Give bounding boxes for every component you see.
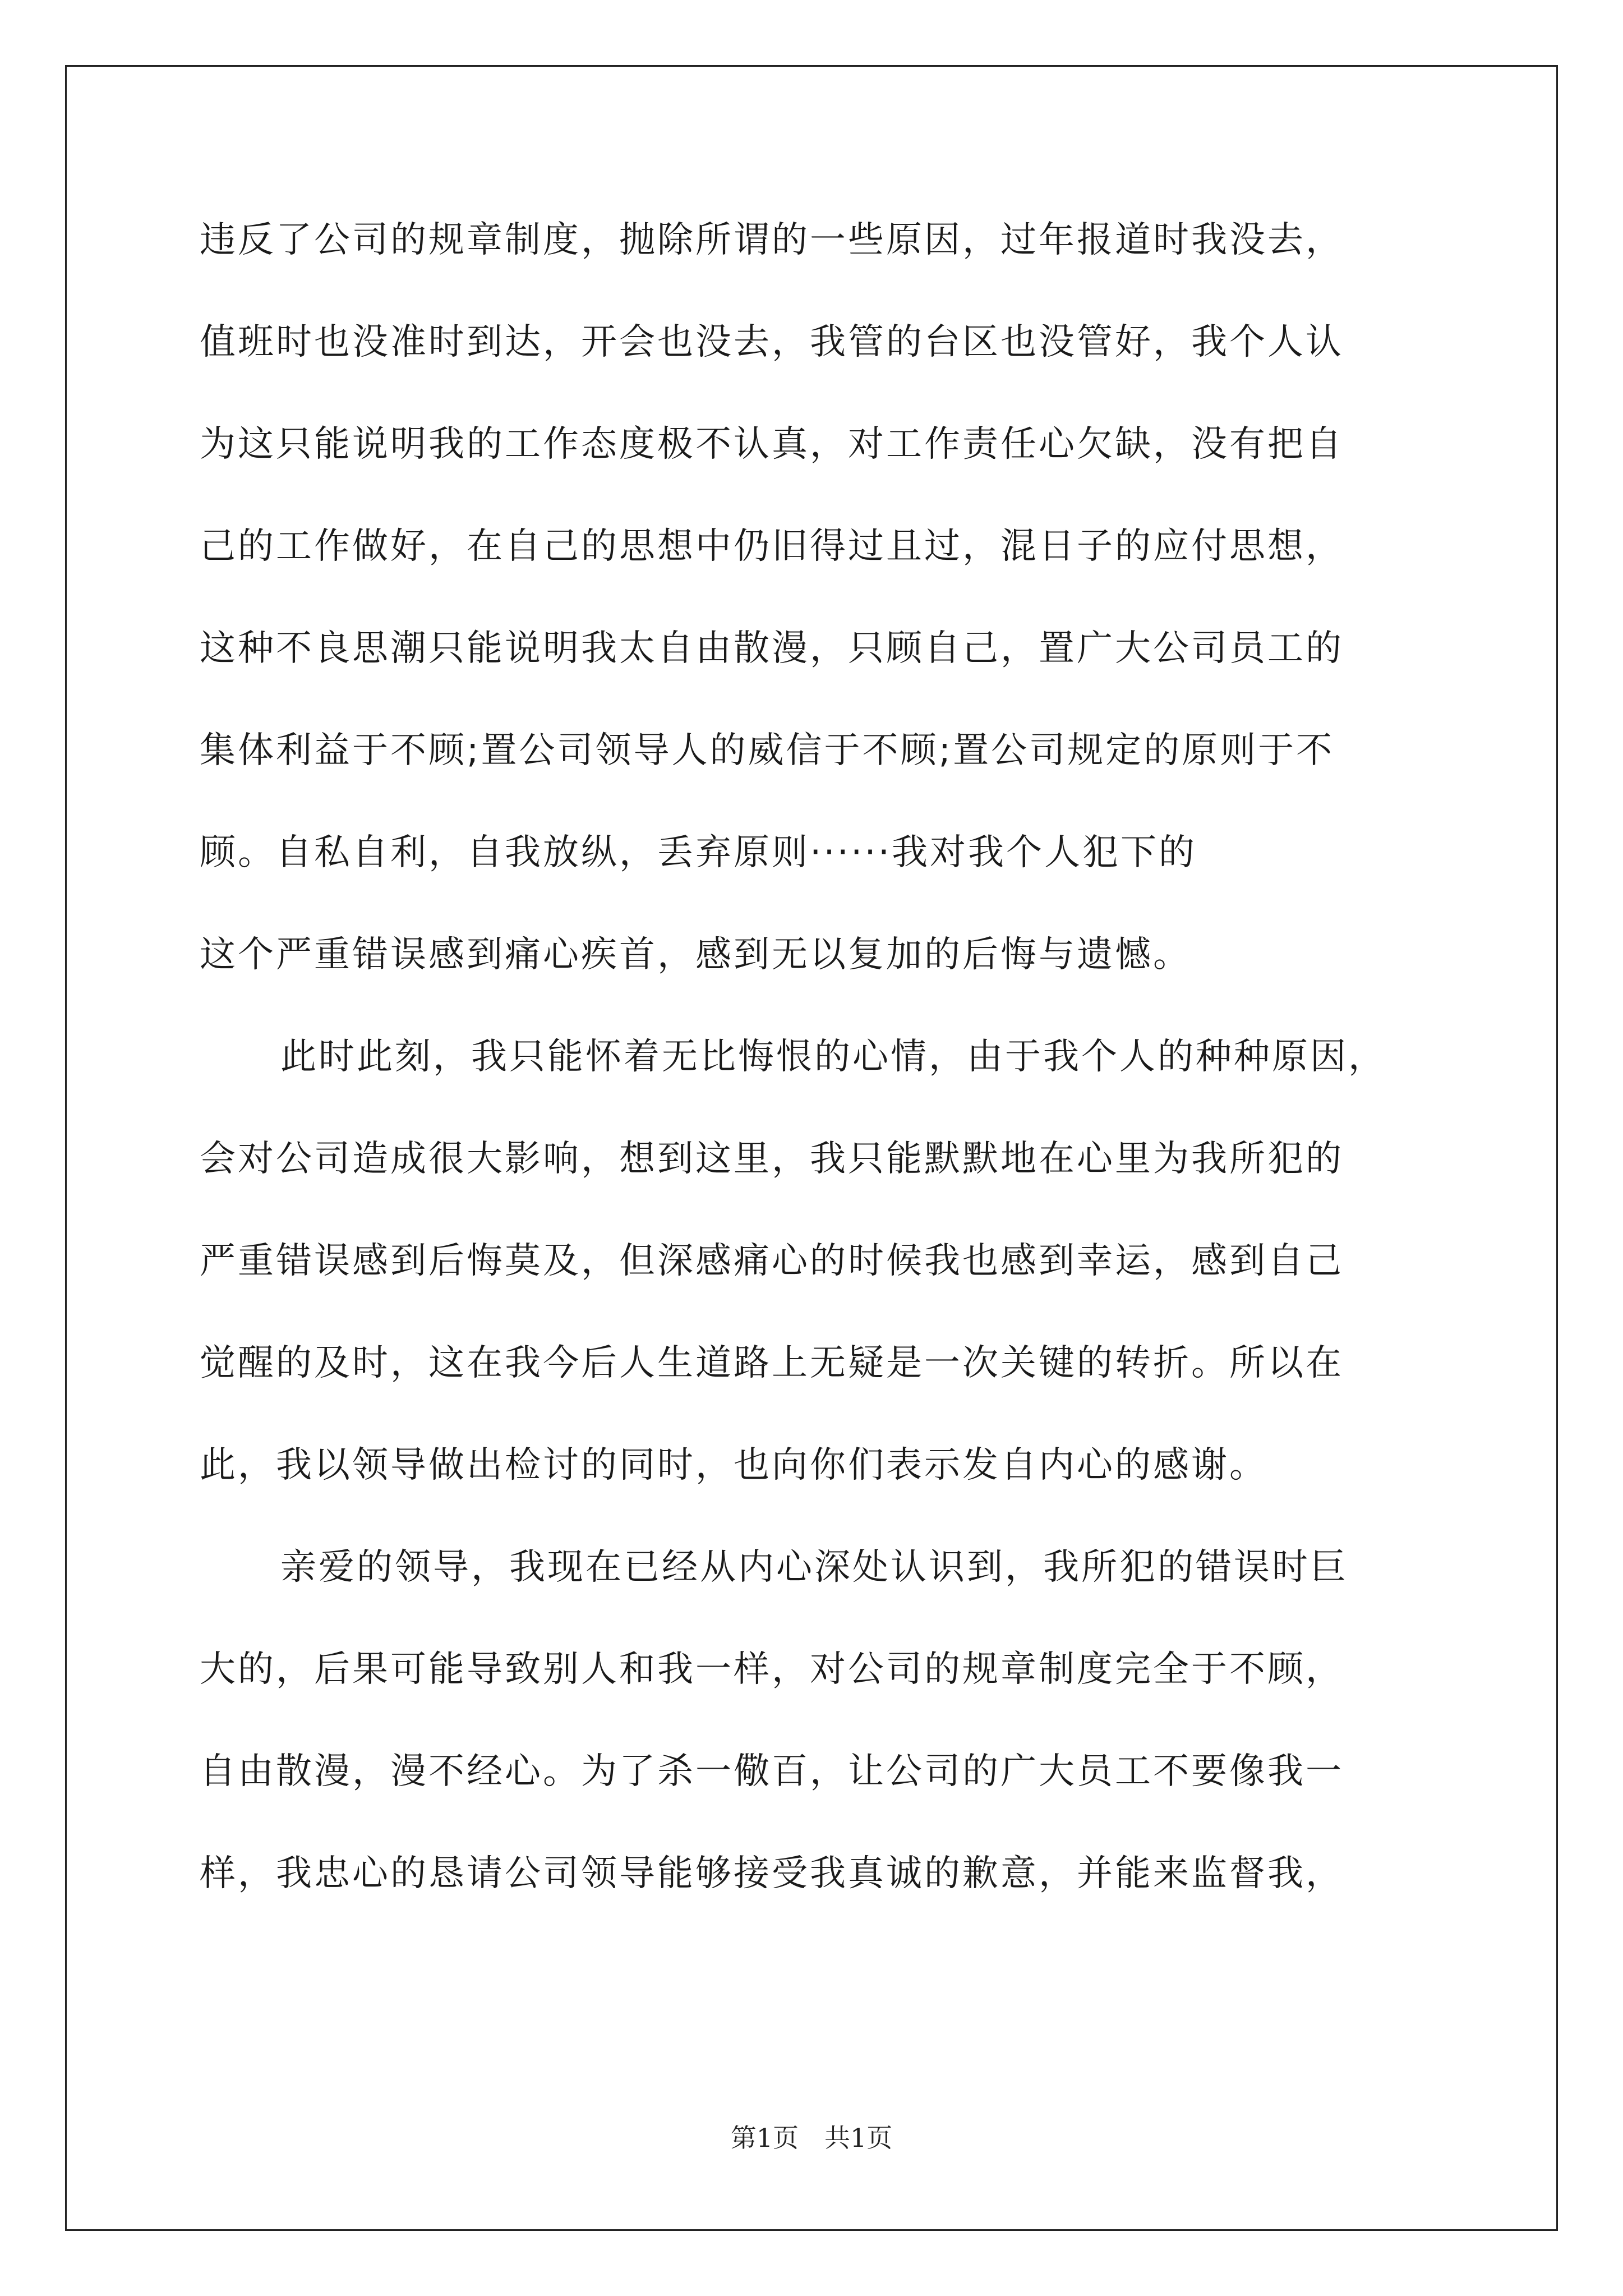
text-line: 严重错误感到后悔莫及，但深感痛心的时候我也感到幸运，感到自己 [200,1240,1344,1282]
text-line: 己的工作做好，在自己的思想中仍旧得过且过，混日子的应付思想， [200,526,1344,567]
text-line: 会对公司造成很大影响，想到这里，我只能默默地在心里为我所犯的 [200,1138,1344,1180]
text-line: 这种不良思潮只能说明我太自由散漫，只顾自己，置广大公司员工的 [200,628,1344,669]
text-line: 觉醒的及时，这在我今后人生道路上无疑是一次关键的转折。所以在 [200,1342,1344,1384]
text-line: 顾。自私自利，自我放纵，丢弃原则······我对我个人犯下的 [200,832,1197,873]
text-line: 集体利益于不顾;置公司领导人的威信于不顾;置公司规定的原则于不 [200,730,1335,771]
text-line: 违反了公司的规章制度，抛除所谓的一些原因，过年报道时我没去， [200,219,1344,261]
document-body [200,218,1433,1953]
text-line: 此，我以领导做出检讨的同时，也向你们表示发自内心的感谢。 [200,1444,1267,1486]
paragraph-start-line: 亲爱的领导，我现在已经从内心深处认识到，我所犯的错误时巨 [280,1547,1348,1588]
text-line: 大的，后果可能导致别人和我一样，对公司的规章制度完全于不顾， [200,1649,1344,1690]
text-line: 为这只能说明我的工作态度极不认真，对工作责任心欠缺，没有把自 [200,424,1344,465]
paragraph-start-line: 此时此刻，我只能怀着无比悔恨的心情，由于我个人的种种原因， [280,1036,1386,1078]
text-line: 这个严重错误感到痛心疾首，感到无以复加的后悔与遗憾。 [200,934,1191,976]
text-line: 自由散漫，漫不经心。为了杀一儆百，让公司的广大员工不要像我一 [200,1751,1344,1792]
page-number: 第1页 [730,2123,799,2153]
text-line: 值班时也没准时到达，开会也没去，我管的台区也没管好，我个人认 [200,321,1344,363]
page-footer [0,2118,1623,2155]
page-count: 共1页 [824,2123,893,2153]
text-line: 样，我忠心的恳请公司领导能够接受我真诚的歉意，并能来监督我， [200,1853,1344,1894]
